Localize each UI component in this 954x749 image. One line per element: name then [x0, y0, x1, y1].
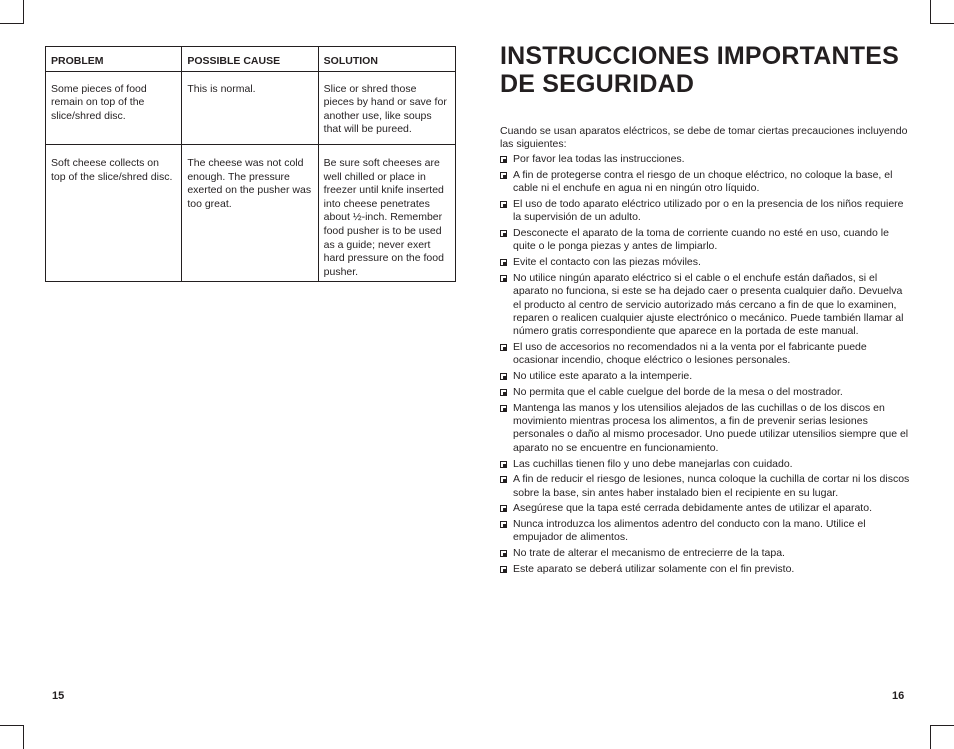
checkbox-bullet-icon	[500, 230, 507, 237]
list-item	[500, 518, 910, 545]
checkbox-bullet-icon	[500, 550, 507, 557]
list-item	[500, 458, 910, 471]
list-item-text: No utilice este aparato a la intemperie.	[513, 370, 693, 383]
table-row	[46, 144, 456, 281]
list-item-text: Evite el contacto con las piezas móviles.	[513, 256, 701, 269]
cell-problem: Soft cheese collects on top of the slice/shred disc.	[46, 144, 182, 281]
crop-mark	[930, 725, 954, 726]
intro-text: Cuando se usan aparatos eléctricos, se debe de tomar ciertas precauciones incluyendo las siguientes:	[500, 125, 908, 151]
header-problem: PROBLEM	[46, 47, 182, 72]
page-number-left: 15	[52, 690, 65, 702]
crop-mark	[0, 725, 24, 726]
title-line-1: INSTRUCCIONES IMPORTANTES	[500, 42, 899, 70]
checkbox-bullet-icon	[500, 172, 507, 179]
checkbox-bullet-icon	[500, 373, 507, 380]
troubleshooting-table	[45, 46, 456, 282]
list-item	[500, 153, 910, 166]
cell-solution: Be sure soft cheeses are well chilled or place in freezer until knife inserted into cheese penetrates about ½-inch. Remember food pusher is to be used as a guide; never exert hard pressure on the food pusher.	[318, 144, 455, 281]
safety-list	[500, 153, 910, 579]
page-title	[500, 42, 920, 98]
list-item-text: El uso de accesorios no recomendados ni a la venta por el fabricante puede ocasionar incendio, choque eléctrico o lesiones personales.	[513, 341, 867, 367]
checkbox-bullet-icon	[500, 566, 507, 573]
checkbox-bullet-icon	[500, 344, 507, 351]
list-item-text: No utilice ningún aparato eléctrico si el cable o el enchufe están dañados, si el aparato no funciona, si este se ha dejado caer o presenta cualquier daño. Devuelva el producto al centro de servicio autorizado más cercano a fin de que lo examinen, reparen o realicen cualquier ajuste electrónico o mecánico. Puede también llamar al número gratis correspondiente que aparece en la portada de este manual.	[513, 271, 904, 338]
list-item-text: Las cuchillas tienen filo y uno debe manejarlas con cuidado.	[513, 457, 793, 470]
checkbox-bullet-icon	[500, 405, 507, 412]
cell-problem: Some pieces of food remain on top of the slice/shred disc.	[46, 71, 182, 144]
list-item-text: No permita que el cable cuelgue del borde de la mesa o del mostrador.	[513, 385, 843, 398]
cell-cause: This is normal.	[182, 71, 318, 144]
checkbox-bullet-icon	[500, 259, 507, 266]
list-item	[500, 256, 910, 269]
list-item	[500, 227, 910, 254]
page-number-right: 16	[892, 690, 905, 702]
list-item	[500, 272, 910, 339]
list-item	[500, 563, 910, 576]
crop-mark	[930, 23, 954, 24]
list-item-text: A fin de protegerse contra el riesgo de un choque eléctrico, no coloque la base, el cable ni el enchufe en agua ni en ningún otro líquido.	[513, 168, 893, 195]
checkbox-bullet-icon	[500, 476, 507, 483]
checkbox-bullet-icon	[500, 461, 507, 468]
crop-mark	[23, 725, 24, 749]
crop-mark	[930, 725, 931, 749]
list-item-text: No trate de alterar el mecanismo de entrecierre de la tapa.	[513, 547, 785, 560]
title-line-2: DE SEGURIDAD	[500, 70, 695, 98]
list-item	[500, 473, 910, 500]
crop-mark	[0, 23, 24, 24]
list-item-text: Por favor lea todas las instrucciones.	[513, 153, 685, 165]
table-row	[46, 71, 456, 144]
table-header-row	[46, 47, 456, 72]
list-item	[500, 341, 910, 368]
list-item	[500, 386, 910, 399]
list-item-text: Este aparato se deberá utilizar solamente con el fin previsto.	[513, 562, 795, 575]
list-item	[500, 402, 910, 456]
header-solution: SOLUTION	[318, 47, 455, 72]
list-item	[500, 169, 910, 196]
checkbox-bullet-icon	[500, 275, 507, 282]
crop-mark	[930, 0, 931, 24]
header-possible-cause: POSSIBLE CAUSE	[182, 47, 318, 72]
list-item	[500, 547, 910, 560]
list-item-text: A fin de reducir el riesgo de lesiones, nunca coloque la cuchilla de cortar ni los discos sobre la base, sin antes haber instalado bien el recipiente en su lugar.	[513, 473, 910, 499]
list-item	[500, 502, 910, 515]
checkbox-bullet-icon	[500, 389, 507, 396]
checkbox-bullet-icon	[500, 521, 507, 528]
list-item-text: Mantenga las manos y los utensilios alejados de las cuchillas o de los discos en movimiento mientras procesa los alimentos, a fin de prevenir serias lesiones personales o daño al mismo procesador. Uno puede utilizar utensilios siempre que el aparato no se encuentre en funcionamiento.	[513, 401, 909, 454]
checkbox-bullet-icon	[500, 505, 507, 512]
list-item-text: Desconecte el aparato de la toma de corriente cuando no esté en uso, cuando le quite o le ponga piezas y antes de limpiarlo.	[513, 226, 889, 253]
cell-solution: Slice or shred those pieces by hand or save for another use, like soups that will be pureed.	[318, 71, 455, 144]
list-item-text: El uso de todo aparato eléctrico utilizado por o en la presencia de los niños requiere la supervisión de un adulto.	[513, 197, 904, 224]
list-item	[500, 370, 910, 383]
checkbox-bullet-icon	[500, 201, 507, 208]
crop-mark	[23, 0, 24, 24]
checkbox-bullet-icon	[500, 156, 507, 163]
list-item	[500, 198, 910, 225]
list-item-text: Nunca introduzca los alimentos adentro del conducto con la mano. Utilice el empujador de alimentos.	[513, 518, 866, 544]
cell-cause: The cheese was not cold enough. The pressure exerted on the pusher was too great.	[182, 144, 318, 281]
list-item-text: Asegúrese que la tapa esté cerrada debidamente antes de utilizar el aparato.	[513, 502, 872, 515]
